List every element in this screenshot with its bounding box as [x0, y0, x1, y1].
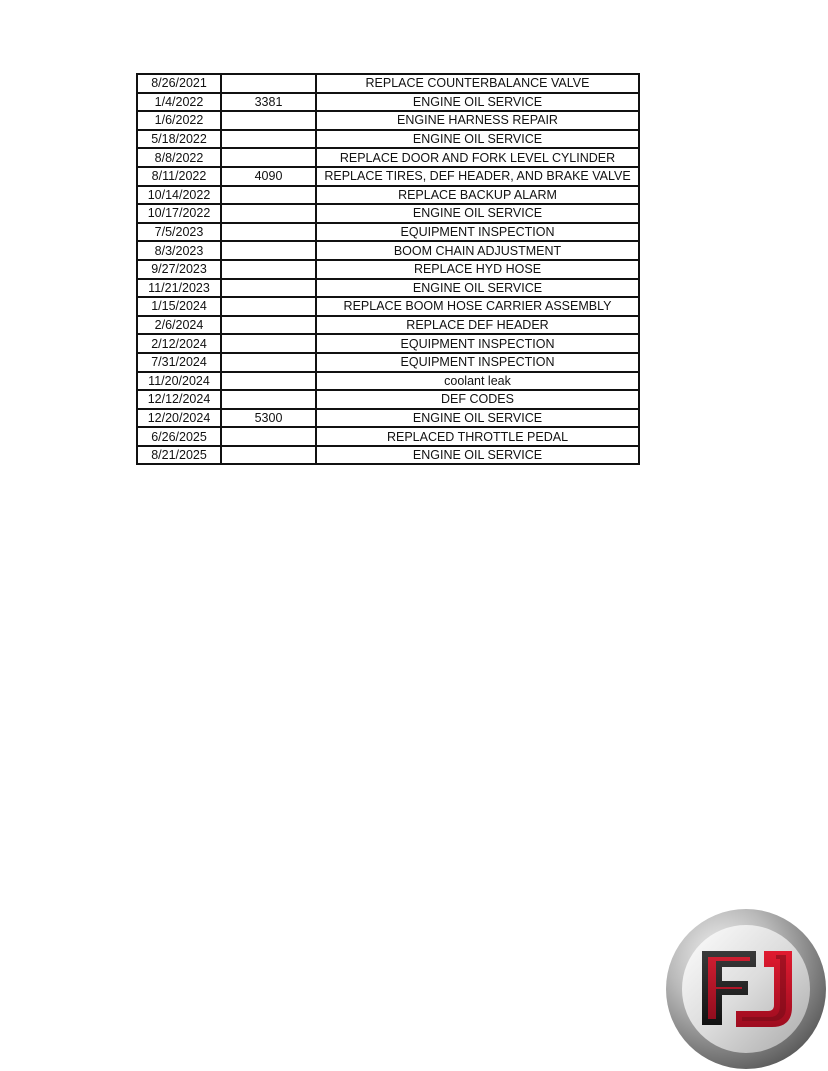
description-cell: REPLACE TIRES, DEF HEADER, AND BRAKE VALVE: [316, 167, 639, 186]
date-cell: 9/27/2023: [137, 260, 221, 279]
table-row: [137, 353, 639, 372]
hours-cell: [221, 186, 316, 205]
description-cell: REPLACED THROTTLE PEDAL: [316, 427, 639, 446]
date-cell: 2/6/2024: [137, 316, 221, 335]
description-cell: ENGINE OIL SERVICE: [316, 446, 639, 465]
table-row: [137, 186, 639, 205]
hours-cell: [221, 353, 316, 372]
hours-cell: 3381: [221, 93, 316, 112]
description-cell: ENGINE HARNESS REPAIR: [316, 111, 639, 130]
date-cell: 2/12/2024: [137, 334, 221, 353]
description-cell: REPLACE BACKUP ALARM: [316, 186, 639, 205]
hours-cell: 4090: [221, 167, 316, 186]
date-cell: 7/31/2024: [137, 353, 221, 372]
table-row: [137, 316, 639, 335]
date-cell: 6/26/2025: [137, 427, 221, 446]
description-cell: REPLACE HYD HOSE: [316, 260, 639, 279]
table-row: [137, 167, 639, 186]
date-cell: 1/6/2022: [137, 111, 221, 130]
table-row: [137, 148, 639, 167]
description-cell: ENGINE OIL SERVICE: [316, 130, 639, 149]
description-cell: BOOM CHAIN ADJUSTMENT: [316, 241, 639, 260]
table-row: [137, 204, 639, 223]
description-cell: REPLACE DEF HEADER: [316, 316, 639, 335]
description-cell: ENGINE OIL SERVICE: [316, 279, 639, 298]
hours-cell: 5300: [221, 409, 316, 428]
description-cell: DEF CODES: [316, 390, 639, 409]
date-cell: 8/11/2022: [137, 167, 221, 186]
hours-cell: [221, 446, 316, 465]
table-row: [137, 111, 639, 130]
hours-cell: [221, 334, 316, 353]
date-cell: 11/20/2024: [137, 372, 221, 391]
date-cell: 8/3/2023: [137, 241, 221, 260]
table-row: [137, 279, 639, 298]
description-cell: REPLACE BOOM HOSE CARRIER ASSEMBLY: [316, 297, 639, 316]
table-row: [137, 409, 639, 428]
hours-cell: [221, 372, 316, 391]
description-cell: EQUIPMENT INSPECTION: [316, 353, 639, 372]
hours-cell: [221, 427, 316, 446]
table-row: [137, 297, 639, 316]
fj-logo: [664, 907, 828, 1071]
description-cell: coolant leak: [316, 372, 639, 391]
description-cell: ENGINE OIL SERVICE: [316, 204, 639, 223]
date-cell: 8/21/2025: [137, 446, 221, 465]
table-row: [137, 93, 639, 112]
hours-cell: [221, 74, 316, 93]
hours-cell: [221, 148, 316, 167]
hours-cell: [221, 111, 316, 130]
table-row: [137, 130, 639, 149]
description-cell: ENGINE OIL SERVICE: [316, 409, 639, 428]
table-row: [137, 446, 639, 465]
description-cell: REPLACE COUNTERBALANCE VALVE: [316, 74, 639, 93]
date-cell: 8/26/2021: [137, 74, 221, 93]
date-cell: 1/15/2024: [137, 297, 221, 316]
table-row: [137, 427, 639, 446]
service-log-table: [136, 73, 640, 465]
date-cell: 1/4/2022: [137, 93, 221, 112]
date-cell: 5/18/2022: [137, 130, 221, 149]
table-row: [137, 241, 639, 260]
description-cell: EQUIPMENT INSPECTION: [316, 334, 639, 353]
hours-cell: [221, 279, 316, 298]
table-row: [137, 260, 639, 279]
date-cell: 11/21/2023: [137, 279, 221, 298]
hours-cell: [221, 223, 316, 242]
table-row: [137, 372, 639, 391]
table-row: [137, 74, 639, 93]
hours-cell: [221, 316, 316, 335]
description-cell: ENGINE OIL SERVICE: [316, 93, 639, 112]
hours-cell: [221, 130, 316, 149]
date-cell: 8/8/2022: [137, 148, 221, 167]
service-log-body: [137, 74, 639, 464]
description-cell: REPLACE DOOR AND FORK LEVEL CYLINDER: [316, 148, 639, 167]
date-cell: 10/14/2022: [137, 186, 221, 205]
date-cell: 7/5/2023: [137, 223, 221, 242]
date-cell: 10/17/2022: [137, 204, 221, 223]
hours-cell: [221, 260, 316, 279]
hours-cell: [221, 241, 316, 260]
hours-cell: [221, 390, 316, 409]
date-cell: 12/20/2024: [137, 409, 221, 428]
table-row: [137, 390, 639, 409]
table-row: [137, 223, 639, 242]
date-cell: 12/12/2024: [137, 390, 221, 409]
hours-cell: [221, 297, 316, 316]
table-row: [137, 334, 639, 353]
hours-cell: [221, 204, 316, 223]
description-cell: EQUIPMENT INSPECTION: [316, 223, 639, 242]
